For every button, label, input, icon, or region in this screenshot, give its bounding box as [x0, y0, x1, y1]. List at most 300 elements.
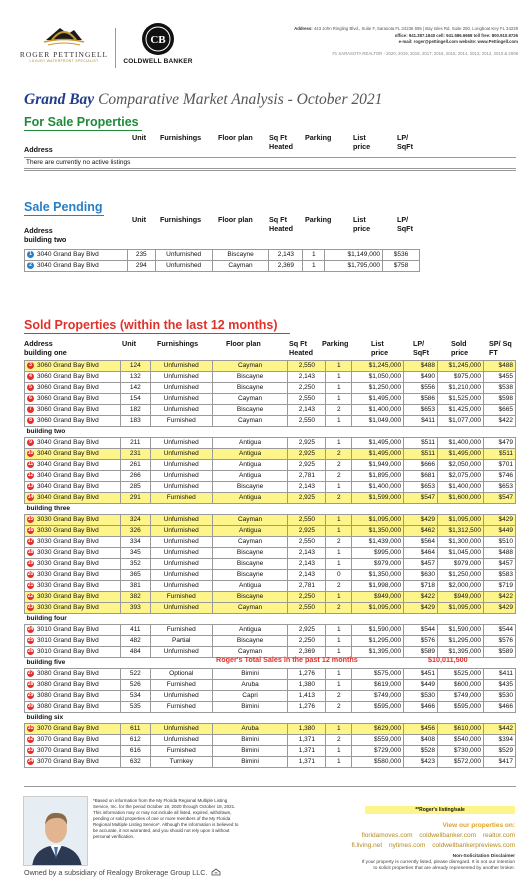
park-cell: 1 — [326, 724, 352, 735]
furn-cell: Furnished — [150, 592, 212, 603]
marker-number: 26 — [27, 647, 34, 654]
address-cell — [25, 471, 121, 482]
sp-cell: $429 — [484, 515, 516, 526]
sqft-cell: 2,250 — [288, 636, 326, 647]
lp-cell: $457 — [404, 559, 438, 570]
col-building: building one — [24, 348, 67, 357]
lp-cell: $556 — [404, 383, 438, 394]
furn-cell: Unfurnished — [150, 570, 212, 581]
nsd-text-1: If your property is currently listed, please disregard. It is not our intention — [361, 860, 515, 865]
unit-cell: 326 — [120, 526, 150, 537]
lp-cell: $451 — [404, 669, 438, 680]
equal-housing-icon — [211, 868, 221, 878]
table-row — [25, 405, 516, 416]
sold-cell: $610,000 — [438, 724, 484, 735]
address-text: 3040 Grand Bay Blvd — [37, 251, 99, 258]
address-cell — [25, 261, 128, 272]
address-text: 3030 Grand Bay Blvd — [37, 604, 99, 611]
sqft-cell: 1,380 — [288, 680, 326, 691]
address-text: 3010 Grand Bay Blvd — [37, 637, 99, 644]
list-cell: $1,245,000 — [352, 361, 404, 372]
sp-cell: $576 — [484, 636, 516, 647]
col-unit: Unit — [122, 339, 136, 348]
col-building: building two — [24, 235, 67, 244]
unit-cell: 526 — [120, 680, 150, 691]
unit-cell: 182 — [120, 405, 150, 416]
list-cell: $1,795,000 — [325, 261, 383, 272]
ownership-note — [24, 868, 221, 878]
cb-seal-icon — [141, 22, 175, 56]
address-text: 443 John Ringling Blvd., Suite F, Sarasota FL 34236 595 | Bay Isles Rd, Suite 250, Longboat Key FL 34228 — [313, 26, 518, 31]
marker-number: 31 — [27, 724, 34, 731]
lp-cell: $589 — [404, 647, 438, 658]
furn-cell: Furnished — [150, 493, 212, 504]
address-text: 3070 Grand Bay Blvd — [37, 758, 99, 765]
furn-cell: Furnished — [150, 680, 212, 691]
col-list-price: List price — [353, 215, 371, 233]
sqft-cell: 2,781 — [288, 581, 326, 592]
sold-cell: $1,077,000 — [438, 416, 484, 427]
sqft-cell: 2,781 — [288, 471, 326, 482]
furn-cell: Unfurnished — [150, 691, 212, 702]
sp-cell: $411 — [484, 669, 516, 680]
sp-cell: $547 — [484, 493, 516, 504]
col-furnishings: Furnishings — [157, 339, 199, 348]
floor-cell: Biscayne — [212, 548, 288, 559]
address-text: 3080 Grand Bay Blvd — [37, 670, 99, 677]
sqft-cell: 1,380 — [288, 724, 326, 735]
park-cell: 1 — [326, 559, 352, 570]
sold-cell: $600,000 — [438, 680, 484, 691]
list-cell: $580,000 — [352, 757, 404, 768]
sold-cell: $1,295,000 — [438, 636, 484, 647]
sp-cell: $665 — [484, 405, 516, 416]
floor-cell: Antigua — [212, 460, 288, 471]
sold-cell: $2,050,000 — [438, 460, 484, 471]
sp-cell: $746 — [484, 471, 516, 482]
sp-cell: $511 — [484, 449, 516, 460]
link-cb-previews[interactable]: coldwellbankerpreviews.com — [432, 842, 515, 849]
park-cell: 0 — [326, 570, 352, 581]
park-cell: 1 — [303, 261, 325, 272]
for-sale-heading — [24, 115, 142, 131]
address-text: 3040 Grand Bay Blvd — [37, 494, 99, 501]
sqft-cell: 1,371 — [288, 735, 326, 746]
sold-cell: $1,095,000 — [438, 515, 484, 526]
marker-number: 32 — [27, 735, 34, 742]
sp-cell: $544 — [484, 625, 516, 636]
floor-cell: Biscayne — [212, 482, 288, 493]
address-cell — [25, 735, 121, 746]
sp-cell: $455 — [484, 372, 516, 383]
link-fl-living[interactable]: fl.living.net — [351, 842, 383, 849]
sp-cell: $457 — [484, 559, 516, 570]
sp-cell: $435 — [484, 680, 516, 691]
sqft-cell: 2,550 — [288, 537, 326, 548]
address-cell — [25, 537, 121, 548]
list-cell: $595,000 — [352, 702, 404, 713]
table-row — [25, 261, 420, 272]
col-parking: Parking — [305, 215, 332, 224]
park-cell: 2 — [326, 603, 352, 614]
link-nytimes[interactable]: nytimes.com — [388, 842, 426, 849]
no-listings-text: There are currently no active listings — [24, 158, 516, 169]
sp-cell: $449 — [484, 526, 516, 537]
sqft-cell: 2,143 — [288, 548, 326, 559]
table-row — [25, 460, 516, 471]
floor-cell: Cayman — [212, 647, 288, 658]
for-sale-underline — [24, 130, 142, 131]
marker-number: 15 — [27, 515, 34, 522]
unit-cell: 124 — [120, 361, 150, 372]
sold-cell: $975,000 — [438, 372, 484, 383]
list-cell: $1,439,000 — [352, 537, 404, 548]
marker-number: 34 — [27, 757, 34, 764]
link-coldwellbanker[interactable]: coldwellbanker.com — [419, 832, 477, 839]
marker-number: 28 — [27, 680, 34, 687]
address-text: 3040 Grand Bay Blvd — [37, 483, 99, 490]
floor-cell: Biscayne — [212, 405, 288, 416]
table-row — [25, 416, 516, 427]
sqft-cell: 2,550 — [288, 394, 326, 405]
floor-cell: Antigua — [212, 493, 288, 504]
marker-number: 12 — [27, 471, 34, 478]
address-cell — [25, 449, 121, 460]
sqft-cell: 2,250 — [288, 383, 326, 394]
address-text: 3060 Grand Bay Blvd — [37, 384, 99, 391]
pending-table — [24, 249, 420, 272]
floor-cell: Cayman — [212, 416, 288, 427]
park-cell: 2 — [326, 405, 352, 416]
table-row — [25, 493, 516, 504]
park-cell: 1 — [303, 250, 325, 261]
furn-cell: Unfurnished — [150, 460, 212, 471]
unit-cell: 484 — [120, 647, 150, 658]
sqft-cell: 2,143 — [288, 482, 326, 493]
table-row — [25, 636, 516, 647]
address-cell — [25, 570, 121, 581]
col-parking: Parking — [305, 133, 332, 142]
sqft-cell: 2,925 — [288, 493, 326, 504]
address-text: 3070 Grand Bay Blvd — [37, 747, 99, 754]
park-cell: 1 — [326, 625, 352, 636]
marker-number: 1 — [27, 251, 34, 258]
lp-cell: $511 — [404, 438, 438, 449]
table-row — [25, 515, 516, 526]
lp-cell: $718 — [404, 581, 438, 592]
building-label: building two — [25, 427, 516, 438]
lp-cell: $422 — [404, 592, 438, 603]
park-cell: 2 — [326, 449, 352, 460]
marker-number: 5 — [27, 384, 34, 391]
table-row — [25, 603, 516, 614]
lp-cell: $544 — [404, 625, 438, 636]
unit-cell: 345 — [120, 548, 150, 559]
sp-cell: $417 — [484, 757, 516, 768]
sqft-cell: 1,371 — [288, 746, 326, 757]
marker-number: 22 — [27, 592, 34, 599]
col-lp-sqft: LP/ SqFt — [397, 133, 413, 151]
phone-line: office: 941.387.1840 cell: 941.586.6668 toll free: 800.910.8726 — [394, 32, 518, 38]
sold-cell: $1,590,000 — [438, 625, 484, 636]
col-lp-sqft: LP/ SqFt — [413, 339, 429, 357]
sp-cell: $422 — [484, 416, 516, 427]
sp-cell: $653 — [484, 482, 516, 493]
park-cell: 1 — [326, 548, 352, 559]
address-text: 3010 Grand Bay Blvd — [37, 626, 99, 633]
floor-cell: Aruba — [212, 724, 288, 735]
address-text: 3080 Grand Bay Blvd — [37, 692, 99, 699]
floor-cell: Antigua — [212, 471, 288, 482]
col-floor-plan: Floor plan — [226, 339, 261, 348]
unit-cell: 291 — [120, 493, 150, 504]
table-row — [25, 361, 516, 372]
unit-cell: 183 — [120, 416, 150, 427]
lp-cell: $490 — [404, 372, 438, 383]
col-floor-plan: Floor plan — [218, 215, 253, 224]
agent-portrait-icon — [24, 797, 88, 866]
park-cell: 1 — [326, 515, 352, 526]
lp-cell: $653 — [404, 482, 438, 493]
lp-cell: $547 — [404, 493, 438, 504]
park-cell: 1 — [326, 482, 352, 493]
lp-cell: $536 — [383, 250, 420, 261]
unit-cell: 154 — [120, 394, 150, 405]
sqft-cell: 1,413 — [288, 691, 326, 702]
marker-number: 33 — [27, 746, 34, 753]
sold-cell: $730,000 — [438, 746, 484, 757]
park-cell: 1 — [326, 394, 352, 405]
col-sp-sqft: SP/ Sq FT — [489, 339, 512, 357]
sold-cell: $572,000 — [438, 757, 484, 768]
furn-cell: Unfurnished — [150, 537, 212, 548]
sp-cell: $529 — [484, 746, 516, 757]
list-cell: $1,095,000 — [352, 603, 404, 614]
park-cell: 1 — [326, 757, 352, 768]
table-row — [25, 691, 516, 702]
sold-cell: $1,210,000 — [438, 383, 484, 394]
for-sale-heading-text: For Sale Properties — [24, 115, 139, 129]
unit-cell: 381 — [120, 581, 150, 592]
park-cell: 1 — [326, 438, 352, 449]
sqft-cell: 2,550 — [288, 361, 326, 372]
list-cell: $1,350,000 — [352, 570, 404, 581]
floor-cell: Bimini — [212, 757, 288, 768]
address-cell — [25, 691, 121, 702]
address-cell — [25, 757, 121, 768]
col-address: Address — [24, 145, 53, 154]
lp-cell: $408 — [404, 735, 438, 746]
unit-cell: 632 — [120, 757, 150, 768]
svg-text:CB: CB — [150, 34, 166, 46]
address-text: 3040 Grand Bay Blvd — [37, 450, 99, 457]
sp-cell: $429 — [484, 603, 516, 614]
furn-cell: Unfurnished — [150, 526, 212, 537]
table-row — [25, 746, 516, 757]
furn-cell: Unfurnished — [150, 581, 212, 592]
park-cell: 1 — [326, 746, 352, 757]
list-cell: $995,000 — [352, 548, 404, 559]
col-list-price: List price — [371, 339, 389, 357]
floor-cell: Cayman — [212, 361, 288, 372]
marker-number: 21 — [27, 581, 34, 588]
lp-cell: $630 — [404, 570, 438, 581]
floor-cell: Cayman — [212, 515, 288, 526]
sp-cell: $510 — [484, 537, 516, 548]
address-text: 3060 Grand Bay Blvd — [37, 373, 99, 380]
sqft-cell: 2,550 — [288, 416, 326, 427]
furn-cell: Unfurnished — [150, 482, 212, 493]
list-cell: $1,295,000 — [352, 636, 404, 647]
logo-divider — [115, 28, 116, 68]
unit-cell: 522 — [120, 669, 150, 680]
lp-cell: $466 — [404, 702, 438, 713]
floor-cell: Biscayne — [212, 570, 288, 581]
marker-number: 29 — [27, 691, 34, 698]
address-text: 3070 Grand Bay Blvd — [37, 736, 99, 743]
furn-cell: Unfurnished — [150, 559, 212, 570]
col-sqft: Sq Ft Heated — [269, 133, 293, 151]
address-cell — [25, 438, 121, 449]
marker-number: 16 — [27, 526, 34, 533]
address-cell — [25, 361, 121, 372]
address-cell — [25, 680, 121, 691]
park-cell: 1 — [326, 592, 352, 603]
park-cell: 2 — [326, 537, 352, 548]
address-cell — [25, 482, 121, 493]
lp-cell: $462 — [404, 526, 438, 537]
sp-cell: $583 — [484, 570, 516, 581]
table-row — [25, 735, 516, 746]
address-text: 3060 Grand Bay Blvd — [37, 395, 99, 402]
sold-cell: $595,000 — [438, 702, 484, 713]
address-cell — [25, 548, 121, 559]
unit-cell: 231 — [120, 449, 150, 460]
sqft-cell: 2,250 — [288, 592, 326, 603]
table-row — [24, 158, 516, 169]
park-cell: 2 — [326, 460, 352, 471]
col-unit: Unit — [132, 133, 146, 142]
furn-cell: Furnished — [150, 625, 212, 636]
sold-heading — [24, 318, 290, 334]
address-cell — [25, 526, 121, 537]
lp-cell: $758 — [383, 261, 420, 272]
pending-heading — [24, 200, 104, 216]
list-cell: $1,895,000 — [352, 471, 404, 482]
link-floridamoves[interactable]: floridamoves.com — [361, 832, 413, 839]
page-title — [24, 91, 382, 109]
table-row — [25, 471, 516, 482]
table-row — [25, 581, 516, 592]
sold-cell: $1,600,000 — [438, 493, 484, 504]
lp-cell: $528 — [404, 746, 438, 757]
address-text: 3040 Grand Bay Blvd — [37, 439, 99, 446]
furn-cell: Unfurnished — [150, 603, 212, 614]
address-text: 3030 Grand Bay Blvd — [37, 527, 99, 534]
sold-underline — [24, 333, 290, 334]
sold-cell: $1,300,000 — [438, 537, 484, 548]
lp-cell: $429 — [404, 515, 438, 526]
list-cell: $619,000 — [352, 680, 404, 691]
sp-cell: $589 — [484, 647, 516, 658]
furn-cell: Unfurnished — [150, 471, 212, 482]
contact-info — [218, 26, 518, 57]
floor-cell: Capri — [212, 691, 288, 702]
unit-cell: 393 — [120, 603, 150, 614]
address-cell — [25, 603, 121, 614]
park-cell: 1 — [326, 361, 352, 372]
furn-cell: Unfurnished — [150, 449, 212, 460]
address-text: 3040 Grand Bay Blvd — [37, 472, 99, 479]
list-cell: $575,000 — [352, 669, 404, 680]
floor-cell: Cayman — [212, 261, 269, 272]
total-sales-value: $10,011,500 — [428, 655, 468, 664]
header — [0, 0, 532, 80]
sqft-cell: 2,143 — [269, 250, 303, 261]
floor-cell: Antigua — [212, 526, 288, 537]
unit-cell: 261 — [120, 460, 150, 471]
address-cell — [25, 724, 121, 735]
marker-number: 3 — [27, 362, 34, 369]
floor-cell: Biscayne — [212, 250, 269, 261]
unit-cell: 324 — [120, 515, 150, 526]
sqft-cell: 2,143 — [288, 372, 326, 383]
floor-cell: Biscayne — [212, 372, 288, 383]
marker-number: 17 — [27, 537, 34, 544]
address-cell — [25, 669, 121, 680]
lp-cell: $488 — [404, 361, 438, 372]
lp-cell: $564 — [404, 537, 438, 548]
park-cell: 1 — [326, 636, 352, 647]
address-text: 3030 Grand Bay Blvd — [37, 593, 99, 600]
park-cell: 1 — [326, 416, 352, 427]
col-sqft: Sq Ft Heated — [289, 339, 313, 357]
address-text: 3060 Grand Bay Blvd — [37, 417, 99, 424]
table-row — [25, 526, 516, 537]
furn-cell: Furnished — [150, 416, 212, 427]
link-realtor[interactable]: realtor.com — [482, 832, 515, 839]
address-cell — [25, 394, 121, 405]
floor-cell: Bimini — [212, 702, 288, 713]
address-text: 3060 Grand Bay Blvd — [37, 406, 99, 413]
marker-number: 18 — [27, 548, 34, 555]
marker-number: 7 — [27, 406, 34, 413]
furn-cell: Optional — [150, 669, 212, 680]
sqft-cell: 2,369 — [269, 261, 303, 272]
list-cell: $559,000 — [352, 735, 404, 746]
address-text: 3030 Grand Bay Blvd — [37, 560, 99, 567]
sp-cell: $598 — [484, 394, 516, 405]
furn-cell: Unfurnished — [150, 724, 212, 735]
table-row — [25, 394, 516, 405]
lp-cell: $511 — [404, 449, 438, 460]
sold-cell: $949,000 — [438, 592, 484, 603]
sp-cell: $488 — [484, 361, 516, 372]
total-sales — [24, 655, 516, 665]
col-sold-price: Sold price — [451, 339, 469, 357]
address-text: 3030 Grand Bay Blvd — [37, 538, 99, 545]
brand-name: ROGER PETTINGELL — [19, 50, 109, 59]
sp-cell: $538 — [484, 383, 516, 394]
list-cell: $1,049,000 — [352, 416, 404, 427]
table-row — [25, 724, 516, 735]
park-cell: 1 — [326, 669, 352, 680]
sp-cell: $394 — [484, 735, 516, 746]
sold-cell: $1,312,500 — [438, 526, 484, 537]
total-sales-label: Roger's Total Sales in the past 12 months — [216, 655, 358, 664]
lp-cell: $449 — [404, 680, 438, 691]
lp-cell: $456 — [404, 724, 438, 735]
